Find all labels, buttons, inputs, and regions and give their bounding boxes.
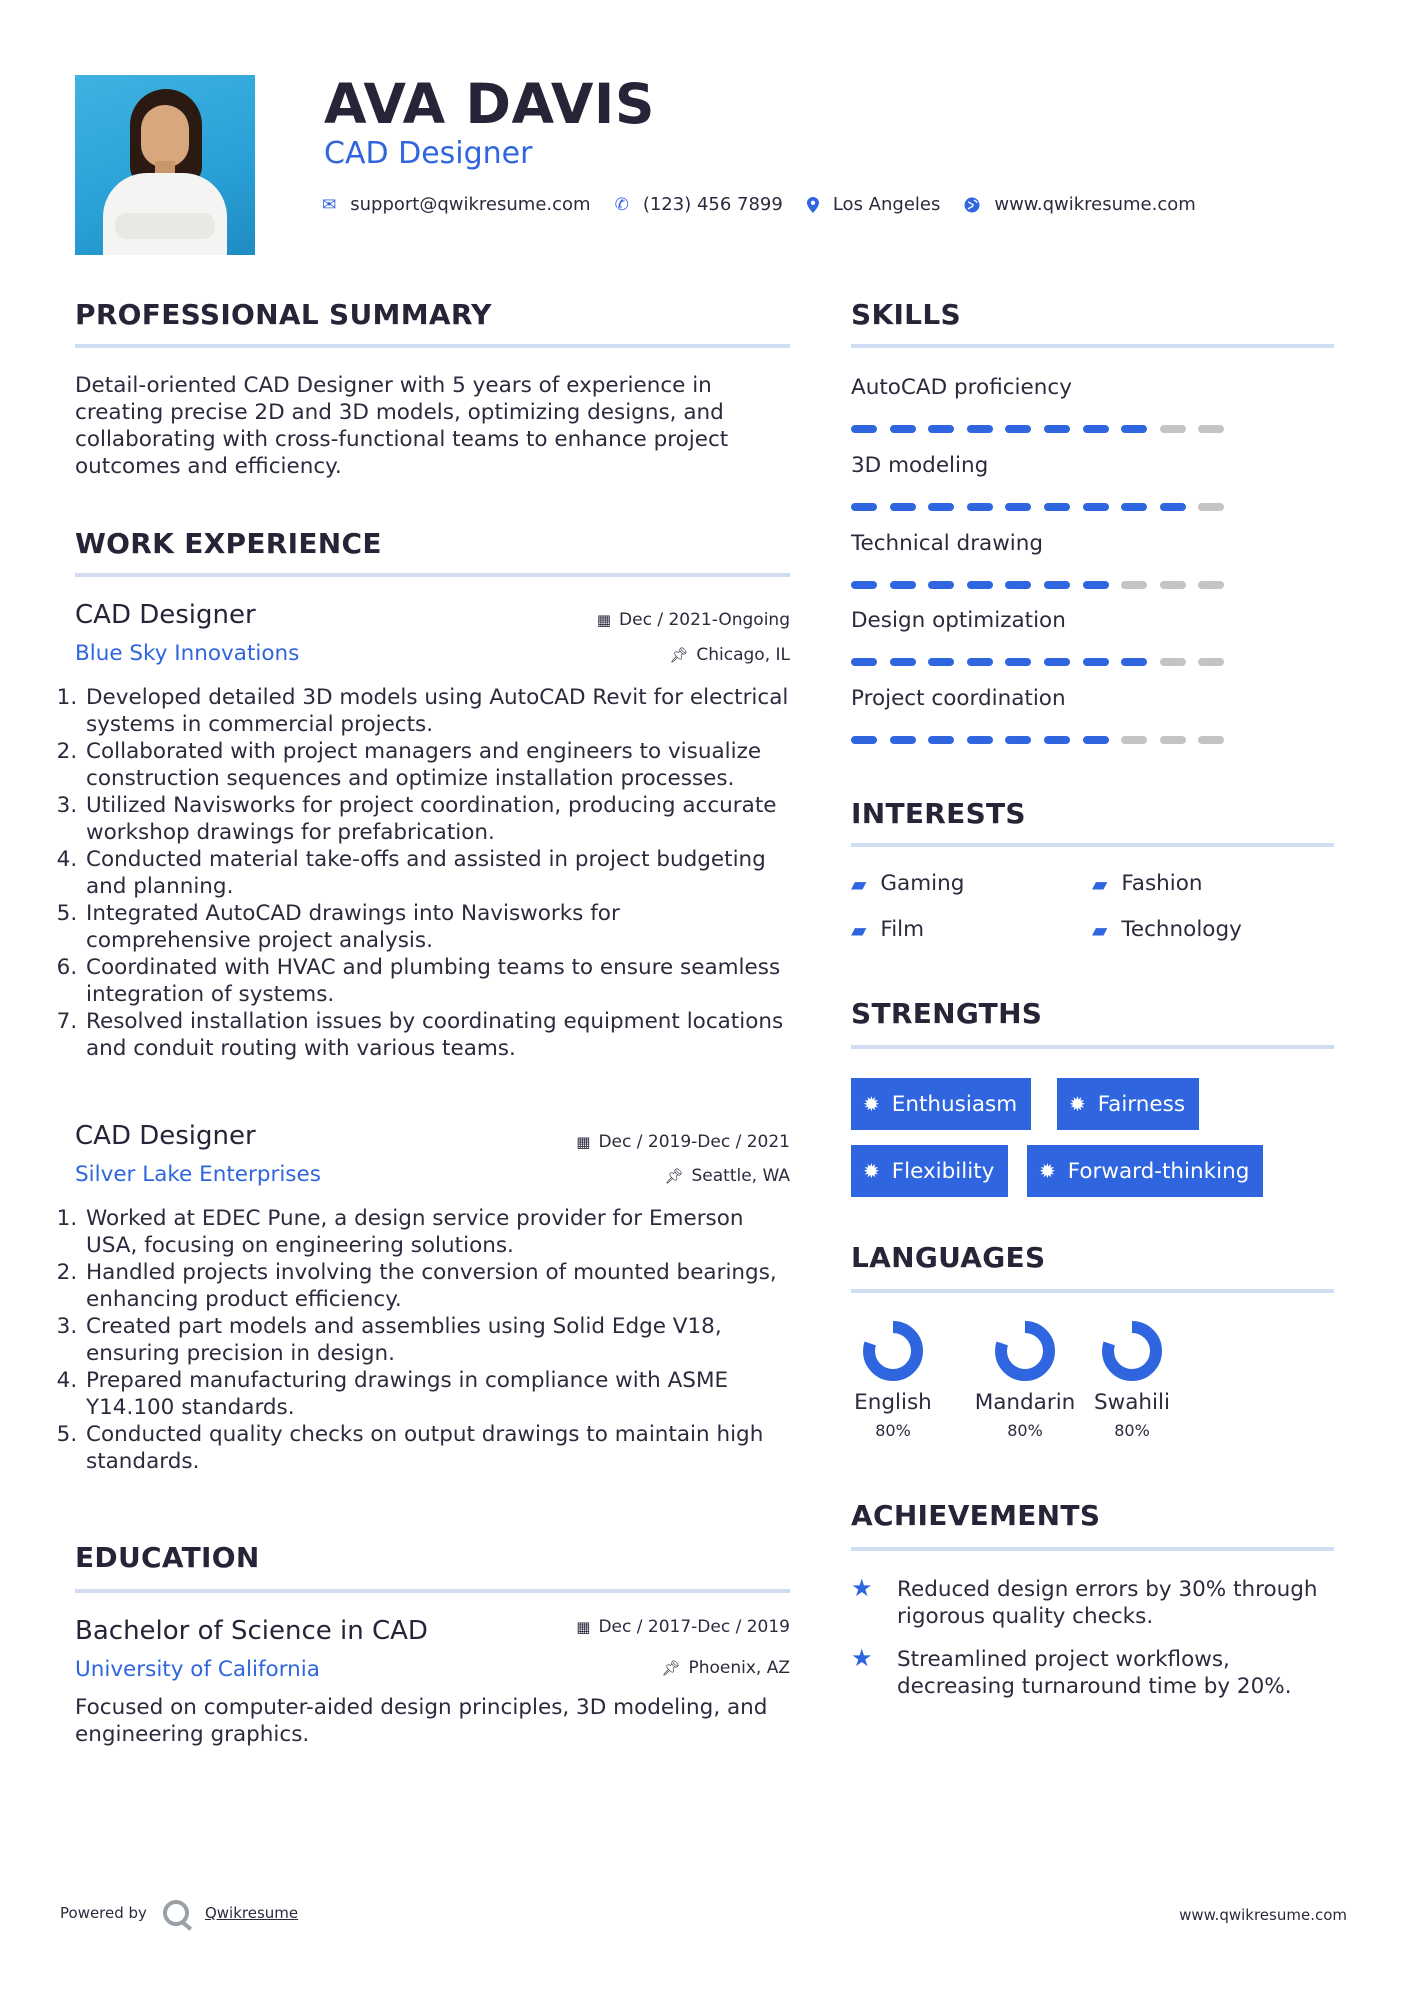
job-bullets [66, 1205, 790, 1475]
language-level-arc [869, 1327, 917, 1375]
skill-dot [1083, 736, 1109, 744]
job-company: Blue Sky Innovations [75, 641, 300, 666]
skill-label: AutoCAD proficiency [851, 375, 1072, 400]
interest-item: ▰ Film [851, 917, 925, 942]
skill-dot [851, 736, 877, 744]
skill-dot [1121, 503, 1147, 511]
strength-tag: ✹ Enthusiasm [851, 1078, 1031, 1130]
skill-dot [1160, 425, 1186, 433]
skill-meter [851, 425, 1237, 433]
languages-divider [851, 1289, 1334, 1293]
skill-dot [1121, 581, 1147, 589]
contact-bar [322, 194, 1220, 215]
list-item: 5. Conducted quality checks on output drawings to maintain high standards. [84, 1421, 790, 1475]
job-location: 📌︎ Chicago, IL [669, 645, 790, 665]
skill-label: Technical drawing [851, 531, 1044, 556]
language-level-arc [1108, 1327, 1156, 1375]
skill-dot [890, 736, 916, 744]
degree-title: Bachelor of Science in CAD [75, 1616, 428, 1646]
skill-label: Design optimization [851, 608, 1066, 633]
envelope-icon: ✉ [322, 194, 337, 215]
qwikresume-logo-icon [163, 1900, 189, 1926]
contact-phone[interactable]: ✆ (123) 456 7899 [614, 194, 783, 215]
map-pin-icon [807, 197, 819, 213]
language-item [1077, 1318, 1187, 1440]
skill-dot [967, 581, 993, 589]
strength-tag: ✹ Flexibility [851, 1145, 1008, 1197]
work-heading: WORK EXPERIENCE [75, 527, 382, 560]
strength-tag: ✹ Forward-thinking [1027, 1145, 1263, 1197]
list-item: 2. Handled projects involving the conversion of mounted bearings, enhancing product efficiency. [84, 1259, 790, 1313]
badge-icon: ✹ [863, 1159, 880, 1183]
interest-item: ▰ Gaming [851, 871, 965, 896]
work-divider [75, 573, 790, 577]
list-item: 3. Utilized Navisworks for project coordination, producing accurate workshop drawings for prefabrication. [84, 792, 790, 846]
badge-icon: ✹ [1039, 1159, 1056, 1183]
skill-dot [1198, 658, 1224, 666]
contact-location: Los Angeles [807, 194, 941, 215]
strengths-heading: STRENGTHS [851, 997, 1043, 1030]
list-item: 4. Prepared manufacturing drawings in compliance with ASME Y14.100 standards. [84, 1367, 790, 1421]
job-company: Silver Lake Enterprises [75, 1162, 321, 1187]
education-divider [75, 1589, 790, 1593]
summary-text: Detail-oriented CAD Designer with 5 years of experience in creating precise 2D and 3D models, optimizing designs, and collaborating with cross-functional teams to enhance project outcomes and efficiency. [75, 373, 729, 479]
strength-tag: ✹ Fairness [1057, 1078, 1199, 1130]
skill-dot [928, 581, 954, 589]
skill-dot [1005, 503, 1031, 511]
language-ring [1099, 1318, 1165, 1384]
skill-meter [851, 503, 1237, 511]
skill-dot [1005, 425, 1031, 433]
language-percent: 80% [875, 1421, 911, 1440]
contact-website[interactable]: www.qwikresume.com [964, 194, 1195, 215]
education-dates: ▦ Dec / 2017-Dec / 2019 [576, 1617, 790, 1637]
skill-dot [967, 425, 993, 433]
skill-dot [1005, 736, 1031, 744]
list-item: 2. Collaborated with project managers and engineers to visualize construction sequences and optimize installation processes. [84, 738, 790, 792]
skill-dot [1160, 736, 1186, 744]
candidate-name: AVA DAVIS [324, 72, 656, 136]
phone-icon: ✆ [614, 194, 629, 215]
book-icon: ▰ [1092, 871, 1108, 896]
skill-dot [1083, 425, 1109, 433]
job-title: CAD Designer [75, 1121, 256, 1151]
skill-label: 3D modeling [851, 453, 989, 478]
skill-dot [1005, 581, 1031, 589]
skill-dot [1198, 503, 1224, 511]
skill-meter [851, 658, 1237, 666]
education-description: Focused on computer-aided design principles, 3D modeling, and engineering graphics. [75, 1695, 768, 1747]
language-percent: 80% [1007, 1421, 1043, 1440]
badge-icon: ✹ [863, 1092, 880, 1116]
skill-dot [1198, 736, 1224, 744]
interests-heading: INTERESTS [851, 797, 1026, 830]
book-icon: ▰ [851, 871, 867, 896]
skill-dot [967, 503, 993, 511]
book-icon: ▰ [851, 917, 867, 942]
language-name: English [854, 1390, 932, 1415]
skill-dot [967, 658, 993, 666]
list-item: 6. Coordinated with HVAC and plumbing teams to ensure seamless integration of systems. [84, 954, 790, 1008]
skill-dot [1083, 503, 1109, 511]
skill-dot [1121, 658, 1147, 666]
skill-dot [928, 658, 954, 666]
footer-website[interactable]: www.qwikresume.com [1179, 1906, 1347, 1924]
skill-dot [967, 736, 993, 744]
skill-dot [1160, 658, 1186, 666]
language-percent: 80% [1114, 1421, 1150, 1440]
brand-link[interactable]: Qwikresume [204, 1904, 299, 1922]
skill-dot [851, 658, 877, 666]
list-item: 7. Resolved installation issues by coordinating equipment locations and conduit routing with various teams. [84, 1008, 790, 1062]
pin-icon: 📌︎ [661, 1659, 681, 1677]
skills-heading: SKILLS [851, 298, 961, 331]
summary-heading: PROFESSIONAL SUMMARY [75, 298, 492, 331]
skill-dot [890, 581, 916, 589]
book-icon: ▰ [1092, 917, 1108, 942]
profile-photo [75, 75, 255, 255]
language-level-arc [1001, 1327, 1049, 1375]
language-ring [860, 1318, 926, 1384]
achievements-divider [851, 1547, 1334, 1551]
list-item: 3. Created part models and assemblies using Solid Edge V18, ensuring precision in design. [84, 1313, 790, 1367]
footer-branding: Powered by Qwikresume [60, 1900, 298, 1926]
skill-dot [1044, 581, 1070, 589]
job-bullets [66, 684, 790, 1062]
job-dates: ▦ Dec / 2021-Ongoing [596, 610, 790, 630]
calendar-icon: ▦ [596, 611, 612, 629]
summary-divider [75, 344, 790, 348]
interests-divider [851, 843, 1334, 847]
skill-dot [928, 503, 954, 511]
skill-dot [1121, 736, 1147, 744]
star-icon: ★ [851, 1644, 873, 1672]
skills-divider [851, 344, 1334, 348]
skill-dot [928, 425, 954, 433]
achievements-heading: ACHIEVEMENTS [851, 1499, 1101, 1532]
pin-icon: 📌︎ [669, 646, 689, 664]
list-item: 1. Developed detailed 3D models using AutoCAD Revit for electrical systems in commercial projects. [84, 684, 790, 738]
achievement-item: ★ Streamlined project workflows, decreasing turnaround time by 20%. [851, 1644, 1292, 1699]
skill-dot [890, 503, 916, 511]
language-name: Swahili [1094, 1390, 1170, 1415]
languages-heading: LANGUAGES [851, 1241, 1046, 1274]
education-location: 📌︎ Phoenix, AZ [661, 1658, 790, 1678]
badge-icon: ✹ [1069, 1092, 1086, 1116]
skill-dot [1044, 658, 1070, 666]
list-item: 4. Conducted material take-offs and assisted in project budgeting and planning. [84, 846, 790, 900]
skill-meter [851, 736, 1237, 744]
skill-dot [928, 736, 954, 744]
language-item [838, 1318, 948, 1440]
school-name: University of California [75, 1657, 320, 1682]
job-location: 📌︎ Seattle, WA [664, 1166, 790, 1186]
skill-dot [851, 425, 877, 433]
interest-item: ▰ Fashion [1092, 871, 1203, 896]
skill-dot [1083, 658, 1109, 666]
education-heading: EDUCATION [75, 1541, 260, 1574]
skill-dot [1044, 425, 1070, 433]
interest-item: ▰ Technology [1092, 917, 1242, 942]
skill-dot [1198, 581, 1224, 589]
skill-dot [851, 581, 877, 589]
skill-dot [851, 503, 877, 511]
calendar-icon: ▦ [576, 1618, 591, 1636]
job-title: CAD Designer [75, 600, 256, 630]
skill-dot [1083, 581, 1109, 589]
calendar-icon: ▦ [576, 1133, 591, 1151]
list-item: 1. Worked at EDEC Pune, a design service provider for Emerson USA, focusing on engineering solutions. [84, 1205, 790, 1259]
skill-dot [1044, 503, 1070, 511]
job-dates: ▦ Dec / 2019-Dec / 2021 [576, 1132, 790, 1152]
skill-dot [1044, 736, 1070, 744]
list-item: 5. Integrated AutoCAD drawings into Navisworks for comprehensive project analysis. [84, 900, 790, 954]
skill-dot [1160, 581, 1186, 589]
language-name: Mandarin [974, 1390, 1076, 1415]
skill-dot [1005, 658, 1031, 666]
skill-dot [1198, 425, 1224, 433]
skill-meter [851, 581, 1237, 589]
globe-icon [964, 197, 980, 213]
contact-email[interactable]: ✉ support@qwikresume.com [322, 194, 591, 215]
strengths-divider [851, 1045, 1334, 1049]
skill-dot [890, 658, 916, 666]
pin-icon: 📌︎ [664, 1167, 684, 1185]
language-item [970, 1318, 1080, 1440]
skill-dot [1160, 503, 1186, 511]
star-icon: ★ [851, 1574, 873, 1602]
skill-dot [890, 425, 916, 433]
achievement-item: ★ Reduced design errors by 30% through rigorous quality checks. [851, 1574, 1318, 1629]
language-ring [992, 1318, 1058, 1384]
skill-dot [1121, 425, 1147, 433]
skill-label: Project coordination [851, 686, 1066, 711]
candidate-role: CAD Designer [324, 136, 533, 171]
